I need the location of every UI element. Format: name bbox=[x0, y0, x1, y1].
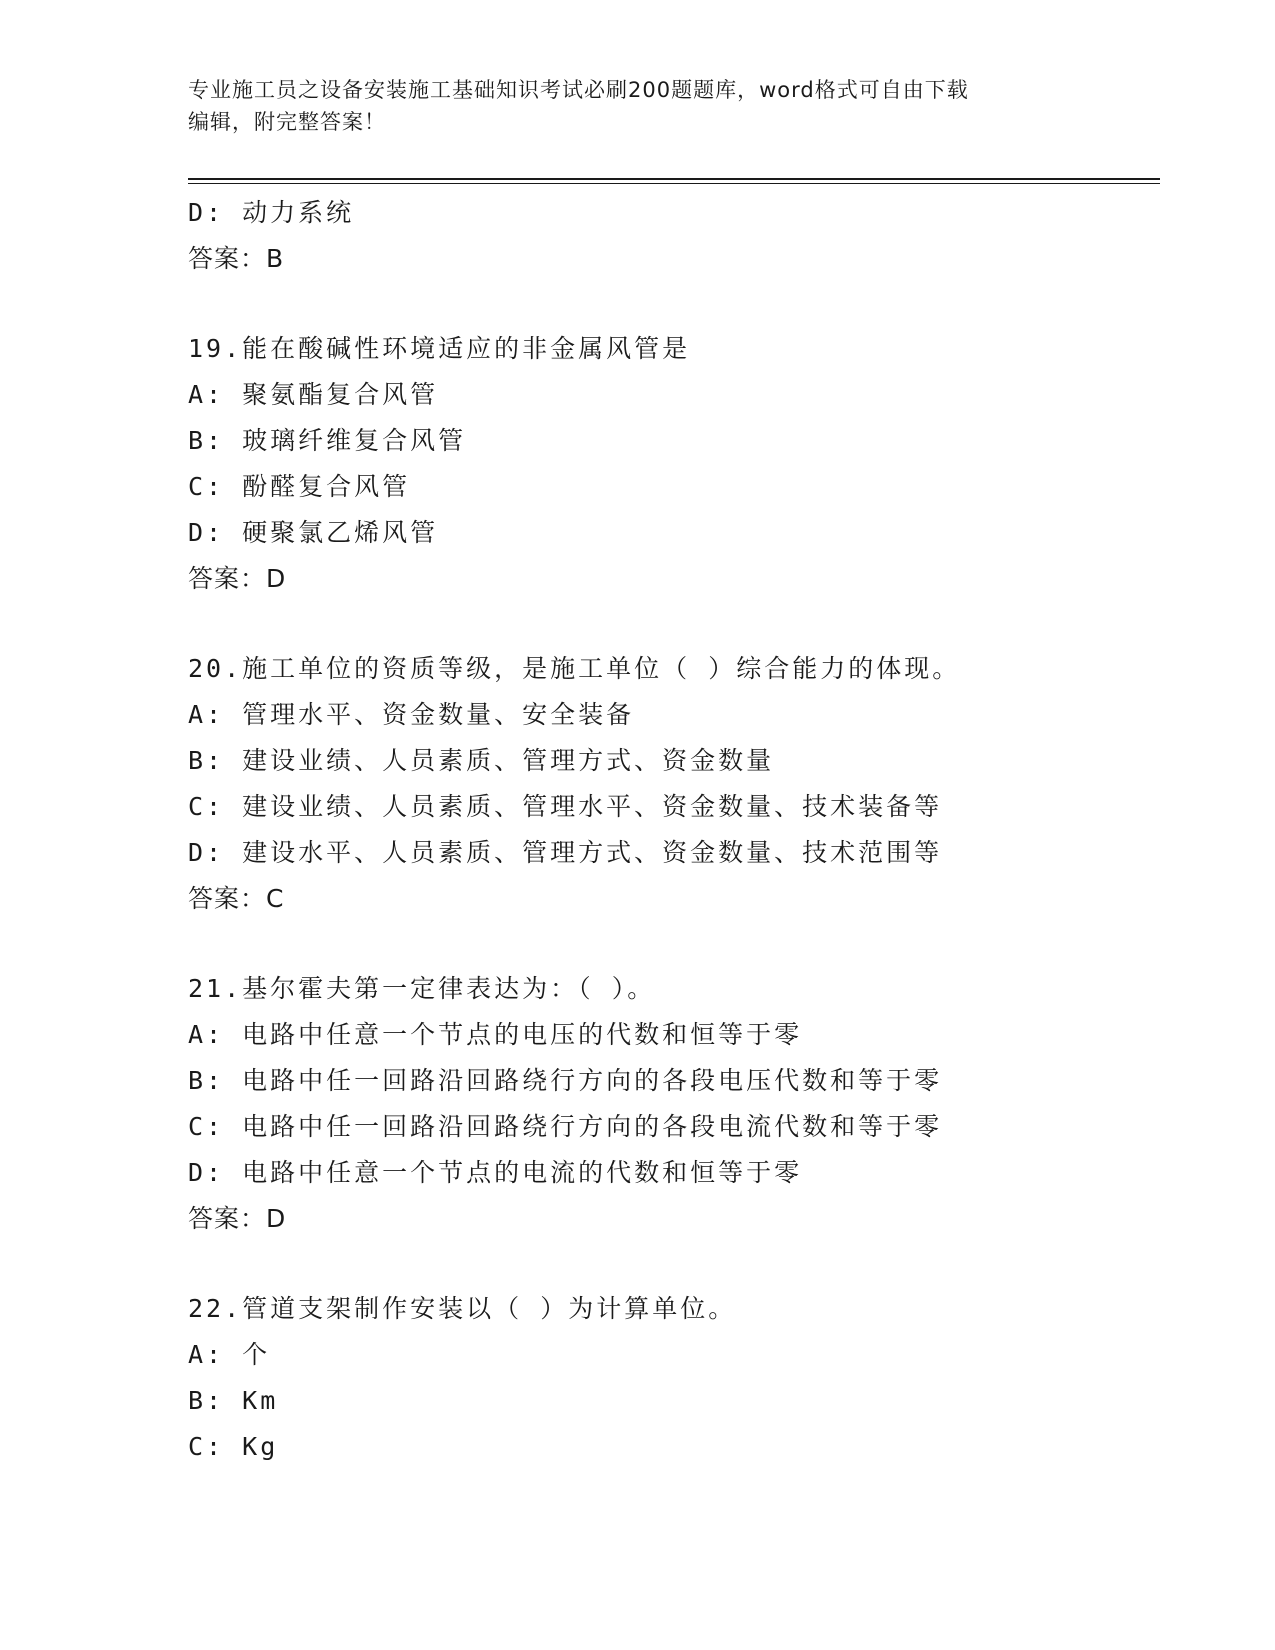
option-c: C: 建设业绩、人员素质、管理水平、资金数量、技术装备等 bbox=[188, 792, 943, 821]
option-a: A: 个 bbox=[188, 1340, 271, 1369]
spacer bbox=[188, 1242, 1168, 1286]
question-stem: 19.能在酸碱性环境适应的非金属风管是 bbox=[188, 334, 691, 363]
option-b: B: 玻璃纤维复合风管 bbox=[188, 426, 467, 455]
option-d: D: 动力系统 bbox=[188, 198, 355, 227]
option-d: D: 电路中任意一个节点的电流的代数和恒等于零 bbox=[188, 1158, 803, 1187]
option-a: A: 电路中任意一个节点的电压的代数和恒等于零 bbox=[188, 1020, 803, 1049]
answer-line: 答案：C bbox=[188, 884, 285, 913]
option-c: C: Kg bbox=[188, 1432, 279, 1461]
answer-line: 答案：B bbox=[188, 244, 285, 273]
question-21 bbox=[188, 966, 1168, 1242]
question-content bbox=[188, 190, 1168, 1470]
question-stem: 20.施工单位的资质等级，是施工单位（ ）综合能力的体现。 bbox=[188, 654, 961, 683]
question-19 bbox=[188, 326, 1168, 602]
option-a: A: 管理水平、资金数量、安全装备 bbox=[188, 700, 635, 729]
option-d: D: 硬聚氯乙烯风管 bbox=[188, 518, 439, 547]
option-d: D: 建设水平、人员素质、管理方式、资金数量、技术范围等 bbox=[188, 838, 943, 867]
option-a: A: 聚氨酯复合风管 bbox=[188, 380, 439, 409]
answer-line: 答案：D bbox=[188, 1204, 287, 1233]
question-22 bbox=[188, 1286, 1168, 1470]
option-c: C: 电路中任一回路沿回路绕行方向的各段电流代数和等于零 bbox=[188, 1112, 943, 1141]
option-c: C: 酚醛复合风管 bbox=[188, 472, 411, 501]
spacer bbox=[188, 922, 1168, 966]
question-stem: 21.基尔霍夫第一定律表达为：（ ）。 bbox=[188, 974, 656, 1003]
question-20 bbox=[188, 646, 1168, 922]
header-divider-thin bbox=[188, 183, 1160, 184]
document-header bbox=[188, 74, 1088, 138]
previous-question-tail bbox=[188, 190, 1168, 282]
spacer bbox=[188, 282, 1168, 326]
question-stem: 22.管道支架制作安装以（ ）为计算单位。 bbox=[188, 1294, 737, 1323]
header-title-line2: 编辑，附完整答案！ bbox=[188, 110, 386, 134]
header-divider-thick bbox=[188, 178, 1160, 180]
answer-line: 答案：D bbox=[188, 564, 287, 593]
option-b: B: 建设业绩、人员素质、管理方式、资金数量 bbox=[188, 746, 775, 775]
spacer bbox=[188, 602, 1168, 646]
header-title-line1: 专业施工员之设备安装施工基础知识考试必刷200题题库，word格式可自由下载 bbox=[188, 78, 969, 102]
option-b: B: 电路中任一回路沿回路绕行方向的各段电压代数和等于零 bbox=[188, 1066, 943, 1095]
option-b: B: Km bbox=[188, 1386, 279, 1415]
